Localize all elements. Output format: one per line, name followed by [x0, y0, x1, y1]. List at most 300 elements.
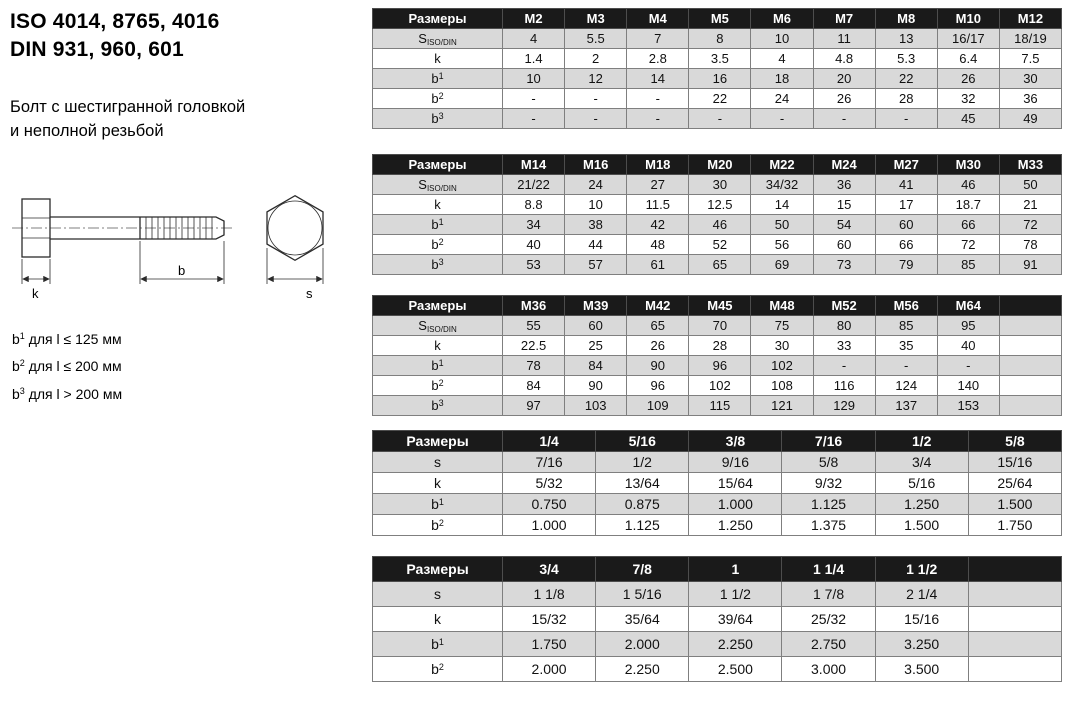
table-row [373, 452, 1062, 473]
table-row [373, 89, 1062, 109]
table-row [373, 235, 1062, 255]
sizes-corner-header: Размеры [373, 155, 503, 175]
value-cell: 11.5 [627, 195, 689, 215]
value-cell: 2.250 [689, 632, 782, 657]
data-table [372, 295, 1062, 416]
value-cell: 2.000 [503, 657, 596, 682]
size-column-header: M64 [937, 296, 999, 316]
table-row [373, 195, 1062, 215]
iso-standards-line: ISO 4014, 8765, 4016 [10, 10, 220, 33]
size-column-header: M8 [875, 9, 937, 29]
note-line-b2: $b^2$ для l ≤ 200 мм [12, 358, 122, 375]
value-cell: - [751, 109, 813, 129]
value-cell: 3.5 [689, 49, 751, 69]
size-column-header: M42 [627, 296, 689, 316]
size-column-header: M2 [503, 9, 565, 29]
value-cell: 18 [751, 69, 813, 89]
value-cell: 0.750 [503, 494, 596, 515]
value-cell: 54 [813, 215, 875, 235]
value-cell: 10 [565, 195, 627, 215]
size-column-header: M39 [565, 296, 627, 316]
empty-cell [999, 376, 1061, 396]
value-cell: 25 [565, 336, 627, 356]
value-cell: 96 [689, 356, 751, 376]
dimensions-table-inch-large [372, 556, 1062, 682]
dimensions-table-m2-m12 [372, 8, 1062, 129]
size-column-header: 1 1/4 [782, 557, 875, 582]
value-cell: - [875, 109, 937, 129]
row-label: $b^2$ [373, 235, 503, 255]
bolt-drawing-svg [10, 183, 360, 313]
value-cell: 15 [813, 195, 875, 215]
value-cell: 8.8 [503, 195, 565, 215]
value-cell: 1 1/2 [689, 582, 782, 607]
table-row [373, 109, 1062, 129]
value-cell: 21 [999, 195, 1061, 215]
value-cell: 69 [751, 255, 813, 275]
value-cell: 13 [875, 29, 937, 49]
table-header-row [373, 296, 1062, 316]
table-row [373, 376, 1062, 396]
size-column-header: M30 [937, 155, 999, 175]
table-header-row [373, 155, 1062, 175]
value-cell: 72 [937, 235, 999, 255]
table-row [373, 316, 1062, 336]
size-column-header: M20 [689, 155, 751, 175]
size-column-header: M27 [875, 155, 937, 175]
dimensions-table-m14-m33 [372, 154, 1062, 275]
value-cell: 2 [565, 49, 627, 69]
value-cell: 2.750 [782, 632, 875, 657]
row-label: $b^1$ [373, 69, 503, 89]
size-column-header: M14 [503, 155, 565, 175]
empty-cell [999, 356, 1061, 376]
table-row [373, 657, 1062, 682]
bolt-end-view [267, 196, 323, 301]
value-cell: - [875, 356, 937, 376]
value-cell: 44 [565, 235, 627, 255]
note-line-b3: $b^3$ для l > 200 мм [12, 385, 123, 402]
value-cell: 4 [503, 29, 565, 49]
row-label: s [373, 582, 503, 607]
size-column-header: M56 [875, 296, 937, 316]
table-row [373, 582, 1062, 607]
size-column-header: M5 [689, 9, 751, 29]
value-cell: 18.7 [937, 195, 999, 215]
size-column-header: 1 [689, 557, 782, 582]
value-cell: 5.3 [875, 49, 937, 69]
size-column-header: M10 [937, 9, 999, 29]
value-cell: 72 [999, 215, 1061, 235]
value-cell: 97 [503, 396, 565, 416]
data-table [372, 8, 1062, 129]
value-cell: 116 [813, 376, 875, 396]
value-cell: 0.875 [596, 494, 689, 515]
value-cell: 108 [751, 376, 813, 396]
size-column-header: 1/4 [503, 431, 596, 452]
value-cell: 90 [627, 356, 689, 376]
value-cell: 11 [813, 29, 875, 49]
value-cell: 5/32 [503, 473, 596, 494]
table-row [373, 632, 1062, 657]
empty-header-cell [999, 296, 1061, 316]
size-column-header: 1/2 [875, 431, 968, 452]
value-cell: 35/64 [596, 607, 689, 632]
value-cell: 30 [999, 69, 1061, 89]
value-cell: 65 [689, 255, 751, 275]
row-label: $S_{ISO/DIN}$ [373, 316, 503, 336]
dimensions-table-inch-small [372, 430, 1062, 536]
value-cell: 42 [627, 215, 689, 235]
value-cell: - [813, 109, 875, 129]
value-cell: 109 [627, 396, 689, 416]
value-cell: 24 [565, 175, 627, 195]
table-row [373, 396, 1062, 416]
row-label: $b^1$ [373, 494, 503, 515]
value-cell: 5/8 [782, 452, 875, 473]
table-row [373, 69, 1062, 89]
value-cell: 16 [689, 69, 751, 89]
value-cell: 6.4 [937, 49, 999, 69]
value-cell: 10 [503, 69, 565, 89]
thread-length-notes [12, 326, 122, 408]
table-row [373, 29, 1062, 49]
standards-title [10, 8, 370, 65]
row-label: k [373, 195, 503, 215]
value-cell: 36 [999, 89, 1061, 109]
row-label: $b^1$ [373, 356, 503, 376]
table-row [373, 336, 1062, 356]
sizes-corner-header: Размеры [373, 557, 503, 582]
row-label: k [373, 607, 503, 632]
empty-cell [968, 632, 1061, 657]
row-label: $b^2$ [373, 376, 503, 396]
value-cell: 26 [627, 336, 689, 356]
value-cell: 21/22 [503, 175, 565, 195]
row-label: $b^3$ [373, 396, 503, 416]
row-label: $b^2$ [373, 89, 503, 109]
size-column-header: M48 [751, 296, 813, 316]
value-cell: 96 [627, 376, 689, 396]
note-line-b1: $b^1$ для l ≤ 125 мм [12, 331, 122, 347]
table-row [373, 49, 1062, 69]
value-cell: 28 [689, 336, 751, 356]
value-cell: 9/32 [782, 473, 875, 494]
value-cell: 70 [689, 316, 751, 336]
value-cell: 34 [503, 215, 565, 235]
value-cell: 1.500 [968, 494, 1061, 515]
value-cell: 1.750 [503, 632, 596, 657]
value-cell: 38 [565, 215, 627, 235]
value-cell: 34/32 [751, 175, 813, 195]
empty-header-cell [968, 557, 1061, 582]
value-cell: 84 [503, 376, 565, 396]
data-table [372, 556, 1062, 682]
value-cell: 61 [627, 255, 689, 275]
dimension-label-b: b [178, 263, 186, 278]
size-column-header: M18 [627, 155, 689, 175]
value-cell: 16/17 [937, 29, 999, 49]
size-column-header: 3/4 [503, 557, 596, 582]
value-cell: 103 [565, 396, 627, 416]
value-cell: 14 [751, 195, 813, 215]
product-description-line1: Болт с шестигранной головкой [10, 98, 246, 116]
value-cell: 1.250 [875, 494, 968, 515]
size-column-header: M36 [503, 296, 565, 316]
value-cell: 13/64 [596, 473, 689, 494]
row-label: k [373, 473, 503, 494]
value-cell: 3.000 [782, 657, 875, 682]
row-label: $b^3$ [373, 109, 503, 129]
size-column-header: M33 [999, 155, 1061, 175]
value-cell: 10 [751, 29, 813, 49]
value-cell: 1 5/16 [596, 582, 689, 607]
value-cell: 121 [751, 396, 813, 416]
value-cell: 80 [813, 316, 875, 336]
size-column-header: 5/16 [596, 431, 689, 452]
size-column-header: M52 [813, 296, 875, 316]
table-row [373, 473, 1062, 494]
table-header-row [373, 9, 1062, 29]
empty-cell [968, 607, 1061, 632]
value-cell: 2.500 [689, 657, 782, 682]
data-table [372, 154, 1062, 275]
value-cell: 7 [627, 29, 689, 49]
value-cell: 1.250 [689, 515, 782, 536]
value-cell: 40 [937, 336, 999, 356]
value-cell: 1.500 [875, 515, 968, 536]
size-column-header: 7/16 [782, 431, 875, 452]
value-cell: - [627, 89, 689, 109]
value-cell: 50 [751, 215, 813, 235]
value-cell: 18/19 [999, 29, 1061, 49]
value-cell: 102 [751, 356, 813, 376]
table-header-row [373, 431, 1062, 452]
value-cell: 2 1/4 [875, 582, 968, 607]
value-cell: 15/64 [689, 473, 782, 494]
value-cell: 1 7/8 [782, 582, 875, 607]
value-cell: 5.5 [565, 29, 627, 49]
row-label: $b^2$ [373, 515, 503, 536]
value-cell: 66 [937, 215, 999, 235]
value-cell: 1.375 [782, 515, 875, 536]
value-cell: 91 [999, 255, 1061, 275]
value-cell: 137 [875, 396, 937, 416]
empty-cell [968, 582, 1061, 607]
value-cell: 1.750 [968, 515, 1061, 536]
dimensions-table-m36-m64 [372, 295, 1062, 416]
value-cell: - [565, 109, 627, 129]
table-row [373, 494, 1062, 515]
value-cell: 79 [875, 255, 937, 275]
table-row [373, 215, 1062, 235]
row-label: $b^1$ [373, 632, 503, 657]
row-label: $S_{ISO/DIN}$ [373, 175, 503, 195]
empty-cell [999, 316, 1061, 336]
value-cell: 14 [627, 69, 689, 89]
data-table [372, 430, 1062, 536]
value-cell: 9/16 [689, 452, 782, 473]
value-cell: 2.000 [596, 632, 689, 657]
value-cell: 78 [999, 235, 1061, 255]
value-cell: 73 [813, 255, 875, 275]
value-cell: 50 [999, 175, 1061, 195]
value-cell: 66 [875, 235, 937, 255]
value-cell: 1.125 [596, 515, 689, 536]
value-cell: 8 [689, 29, 751, 49]
value-cell: 1/2 [596, 452, 689, 473]
value-cell: 17 [875, 195, 937, 215]
size-column-header: M24 [813, 155, 875, 175]
value-cell: 15/16 [968, 452, 1061, 473]
value-cell: 2.8 [627, 49, 689, 69]
value-cell: 48 [627, 235, 689, 255]
value-cell: 85 [937, 255, 999, 275]
value-cell: 45 [937, 109, 999, 129]
row-label: k [373, 336, 503, 356]
row-label: $b^1$ [373, 215, 503, 235]
value-cell: 27 [627, 175, 689, 195]
sizes-corner-header: Размеры [373, 296, 503, 316]
value-cell: 3/4 [875, 452, 968, 473]
value-cell: 3.250 [875, 632, 968, 657]
value-cell: - [503, 109, 565, 129]
value-cell: - [503, 89, 565, 109]
value-cell: - [937, 356, 999, 376]
value-cell: 26 [937, 69, 999, 89]
value-cell: 46 [937, 175, 999, 195]
row-label: k [373, 49, 503, 69]
value-cell: 49 [999, 109, 1061, 129]
value-cell: 5/16 [875, 473, 968, 494]
size-column-header: 7/8 [596, 557, 689, 582]
value-cell: - [565, 89, 627, 109]
value-cell: 46 [689, 215, 751, 235]
value-cell: 4.8 [813, 49, 875, 69]
value-cell: 102 [689, 376, 751, 396]
empty-cell [999, 336, 1061, 356]
table-row [373, 175, 1062, 195]
value-cell: 41 [875, 175, 937, 195]
value-cell: 30 [689, 175, 751, 195]
value-cell: 36 [813, 175, 875, 195]
value-cell: 32 [937, 89, 999, 109]
value-cell: 7/16 [503, 452, 596, 473]
value-cell: 15/16 [875, 607, 968, 632]
empty-cell [968, 657, 1061, 682]
value-cell: 2.250 [596, 657, 689, 682]
din-standards-line: DIN 931, 960, 601 [10, 38, 184, 62]
value-cell: 60 [565, 316, 627, 336]
sizes-corner-header: Размеры [373, 431, 503, 452]
value-cell: 53 [503, 255, 565, 275]
product-description-line2: и неполной резьбой [10, 121, 164, 140]
value-cell: 60 [875, 215, 937, 235]
value-cell: 26 [813, 89, 875, 109]
product-description [10, 96, 245, 144]
value-cell: 30 [751, 336, 813, 356]
value-cell: 52 [689, 235, 751, 255]
value-cell: 115 [689, 396, 751, 416]
table-row [373, 607, 1062, 632]
info-panel [10, 8, 370, 712]
value-cell: 22.5 [503, 336, 565, 356]
value-cell: 140 [937, 376, 999, 396]
size-column-header: M45 [689, 296, 751, 316]
empty-cell [999, 396, 1061, 416]
value-cell: 12.5 [689, 195, 751, 215]
value-cell: 7.5 [999, 49, 1061, 69]
value-cell: 153 [937, 396, 999, 416]
value-cell: 95 [937, 316, 999, 336]
value-cell: 15/32 [503, 607, 596, 632]
row-label: $b^2$ [373, 657, 503, 682]
value-cell: 33 [813, 336, 875, 356]
value-cell: 85 [875, 316, 937, 336]
value-cell: 90 [565, 376, 627, 396]
size-column-header: M6 [751, 9, 813, 29]
size-column-header: M3 [565, 9, 627, 29]
size-column-header: 1 1/2 [875, 557, 968, 582]
value-cell: 22 [689, 89, 751, 109]
dimension-label-s: s [306, 286, 313, 301]
tables-column [372, 8, 1062, 682]
bolt-side-view [12, 199, 234, 301]
value-cell: 1.125 [782, 494, 875, 515]
value-cell: 1.000 [689, 494, 782, 515]
size-column-header: M4 [627, 9, 689, 29]
value-cell: 65 [627, 316, 689, 336]
value-cell: 1 1/8 [503, 582, 596, 607]
bolt-technical-drawing [10, 183, 360, 318]
value-cell: 39/64 [689, 607, 782, 632]
value-cell: 84 [565, 356, 627, 376]
value-cell: 24 [751, 89, 813, 109]
value-cell: 20 [813, 69, 875, 89]
value-cell: 4 [751, 49, 813, 69]
value-cell: - [627, 109, 689, 129]
value-cell: 57 [565, 255, 627, 275]
value-cell: 1.000 [503, 515, 596, 536]
size-column-header: M7 [813, 9, 875, 29]
size-column-header: 3/8 [689, 431, 782, 452]
value-cell: 3.500 [875, 657, 968, 682]
table-row [373, 356, 1062, 376]
size-column-header: 5/8 [968, 431, 1061, 452]
value-cell: 60 [813, 235, 875, 255]
size-column-header: M22 [751, 155, 813, 175]
value-cell: 25/64 [968, 473, 1061, 494]
value-cell: 28 [875, 89, 937, 109]
row-label: $S_{ISO/DIN}$ [373, 29, 503, 49]
value-cell: 129 [813, 396, 875, 416]
table-row [373, 515, 1062, 536]
value-cell: 25/32 [782, 607, 875, 632]
value-cell: 40 [503, 235, 565, 255]
value-cell: 124 [875, 376, 937, 396]
value-cell: 35 [875, 336, 937, 356]
sizes-corner-header: Размеры [373, 9, 503, 29]
value-cell: - [689, 109, 751, 129]
value-cell: 22 [875, 69, 937, 89]
size-column-header: M16 [565, 155, 627, 175]
value-cell: 12 [565, 69, 627, 89]
value-cell: 1.4 [503, 49, 565, 69]
value-cell: - [813, 356, 875, 376]
dimension-label-k: k [32, 286, 39, 301]
row-label: $b^3$ [373, 255, 503, 275]
table-header-row [373, 557, 1062, 582]
